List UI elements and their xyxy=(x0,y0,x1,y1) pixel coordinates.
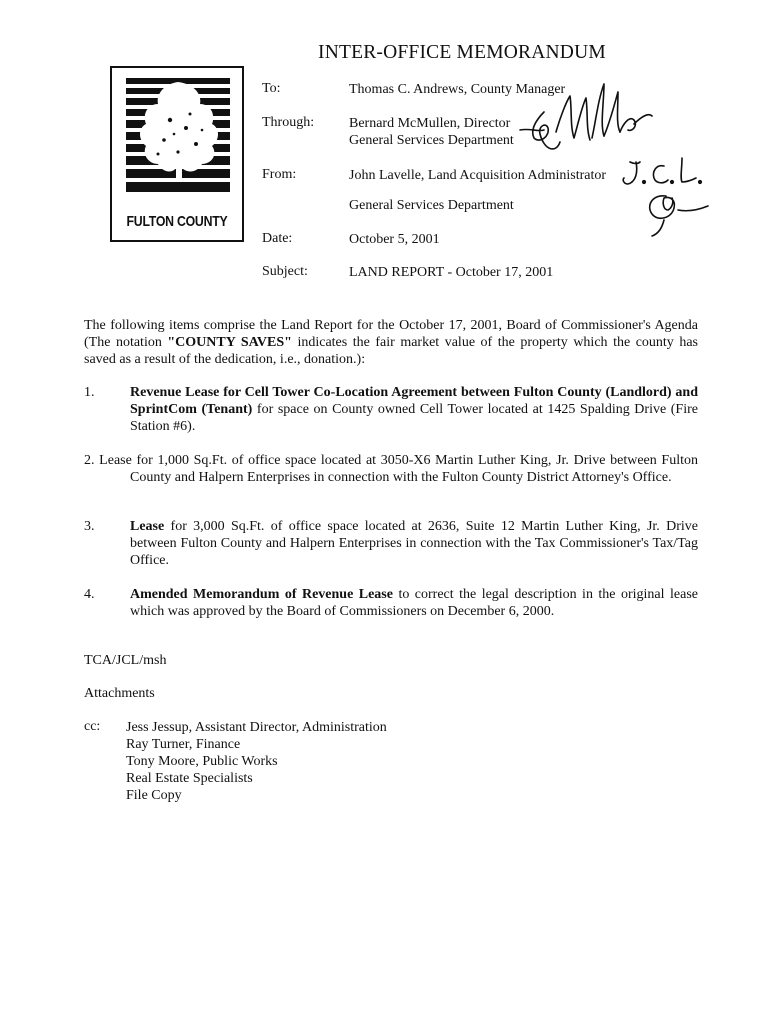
cc-list xyxy=(126,719,387,804)
cc-recipient: Tony Moore, Public Works xyxy=(126,754,278,769)
cc-label: cc: xyxy=(84,719,101,734)
intro-text-a: The following items comprise the Land Report for the October 17, 2001, Board of Commissioner's Agenda (The notation xyxy=(84,318,698,350)
subject-label: Subject: xyxy=(262,264,308,279)
handwritten-initials xyxy=(612,152,722,242)
cc-recipient: File Copy xyxy=(126,788,182,803)
intro-bold: "COUNTY SAVES" xyxy=(167,335,292,350)
intro-text-b: indicates the fair market value of the property which the county has saved as a result of the dedication, i.e., donation.): xyxy=(84,335,698,367)
list-item xyxy=(84,586,698,620)
item-bold: Lease xyxy=(130,519,165,534)
through-line-2: General Services Department xyxy=(349,133,514,148)
tree-stripes-icon xyxy=(112,68,242,213)
date-value: October 5, 2001 xyxy=(349,232,440,247)
item-text: for space on County owned Cell Tower located at 1425 Spalding Drive (Fire Station #6). xyxy=(130,402,698,434)
item-number: 4. xyxy=(84,587,95,602)
cc-recipient: Jess Jessup, Assistant Director, Administration xyxy=(126,720,387,735)
typist-initials: TCA/JCL/msh xyxy=(84,653,167,668)
attachments-label: Attachments xyxy=(84,686,155,701)
date-label: Date: xyxy=(262,231,293,246)
list-item xyxy=(84,518,698,569)
cc-recipient: Ray Turner, Finance xyxy=(126,737,241,752)
cc-recipient: Real Estate Specialists xyxy=(126,771,253,786)
item-number: 3. xyxy=(84,519,95,534)
item-number: 1. xyxy=(84,385,95,400)
list-item xyxy=(84,384,698,435)
intro-paragraph xyxy=(84,317,698,368)
subject-value: LAND REPORT - October 17, 2001 xyxy=(349,265,554,280)
to-value: Thomas C. Andrews, County Manager xyxy=(349,82,566,97)
item-number: 2. xyxy=(84,453,95,468)
item-text: for 3,000 Sq.Ft. of office space located at 2636, Suite 12 Martin Luther King, Jr. Drive between Fulton County and Halpern Enterprises in connection with the Tax Commissioner's Tax/Tag Office. xyxy=(130,519,698,568)
through-label: Through: xyxy=(262,115,315,130)
list-item xyxy=(84,452,698,486)
item-bold: Revenue Lease for Cell Tower Co-Location Agreement between Fulton County (Landlord) and SprintCom (Tenant) xyxy=(130,385,698,417)
from-line-2: General Services Department xyxy=(349,198,514,213)
item-text: Lease for 1,000 Sq.Ft. of office space located at 3050-X6 Martin Luther King, Jr. Drive between Fulton County and Halpern Enterprises in connection with the Fulton County District Attorney's Office. xyxy=(99,453,698,485)
memo-title: INTER-OFFICE MEMORANDUM xyxy=(318,42,606,63)
item-text: to correct the legal description in the original lease which was approved by the Board of Commissioners on December 6, 2000. xyxy=(130,587,698,619)
from-label: From: xyxy=(262,167,297,182)
from-line-1: John Lavelle, Land Acquisition Administrator xyxy=(349,168,607,183)
item-bold: Amended Memorandum of Revenue Lease xyxy=(130,587,393,602)
logo-text: FULTON COUNTY xyxy=(126,213,228,230)
to-label: To: xyxy=(262,81,281,96)
through-line-1: Bernard McMullen, Director xyxy=(349,116,511,131)
fulton-county-logo xyxy=(110,66,244,242)
